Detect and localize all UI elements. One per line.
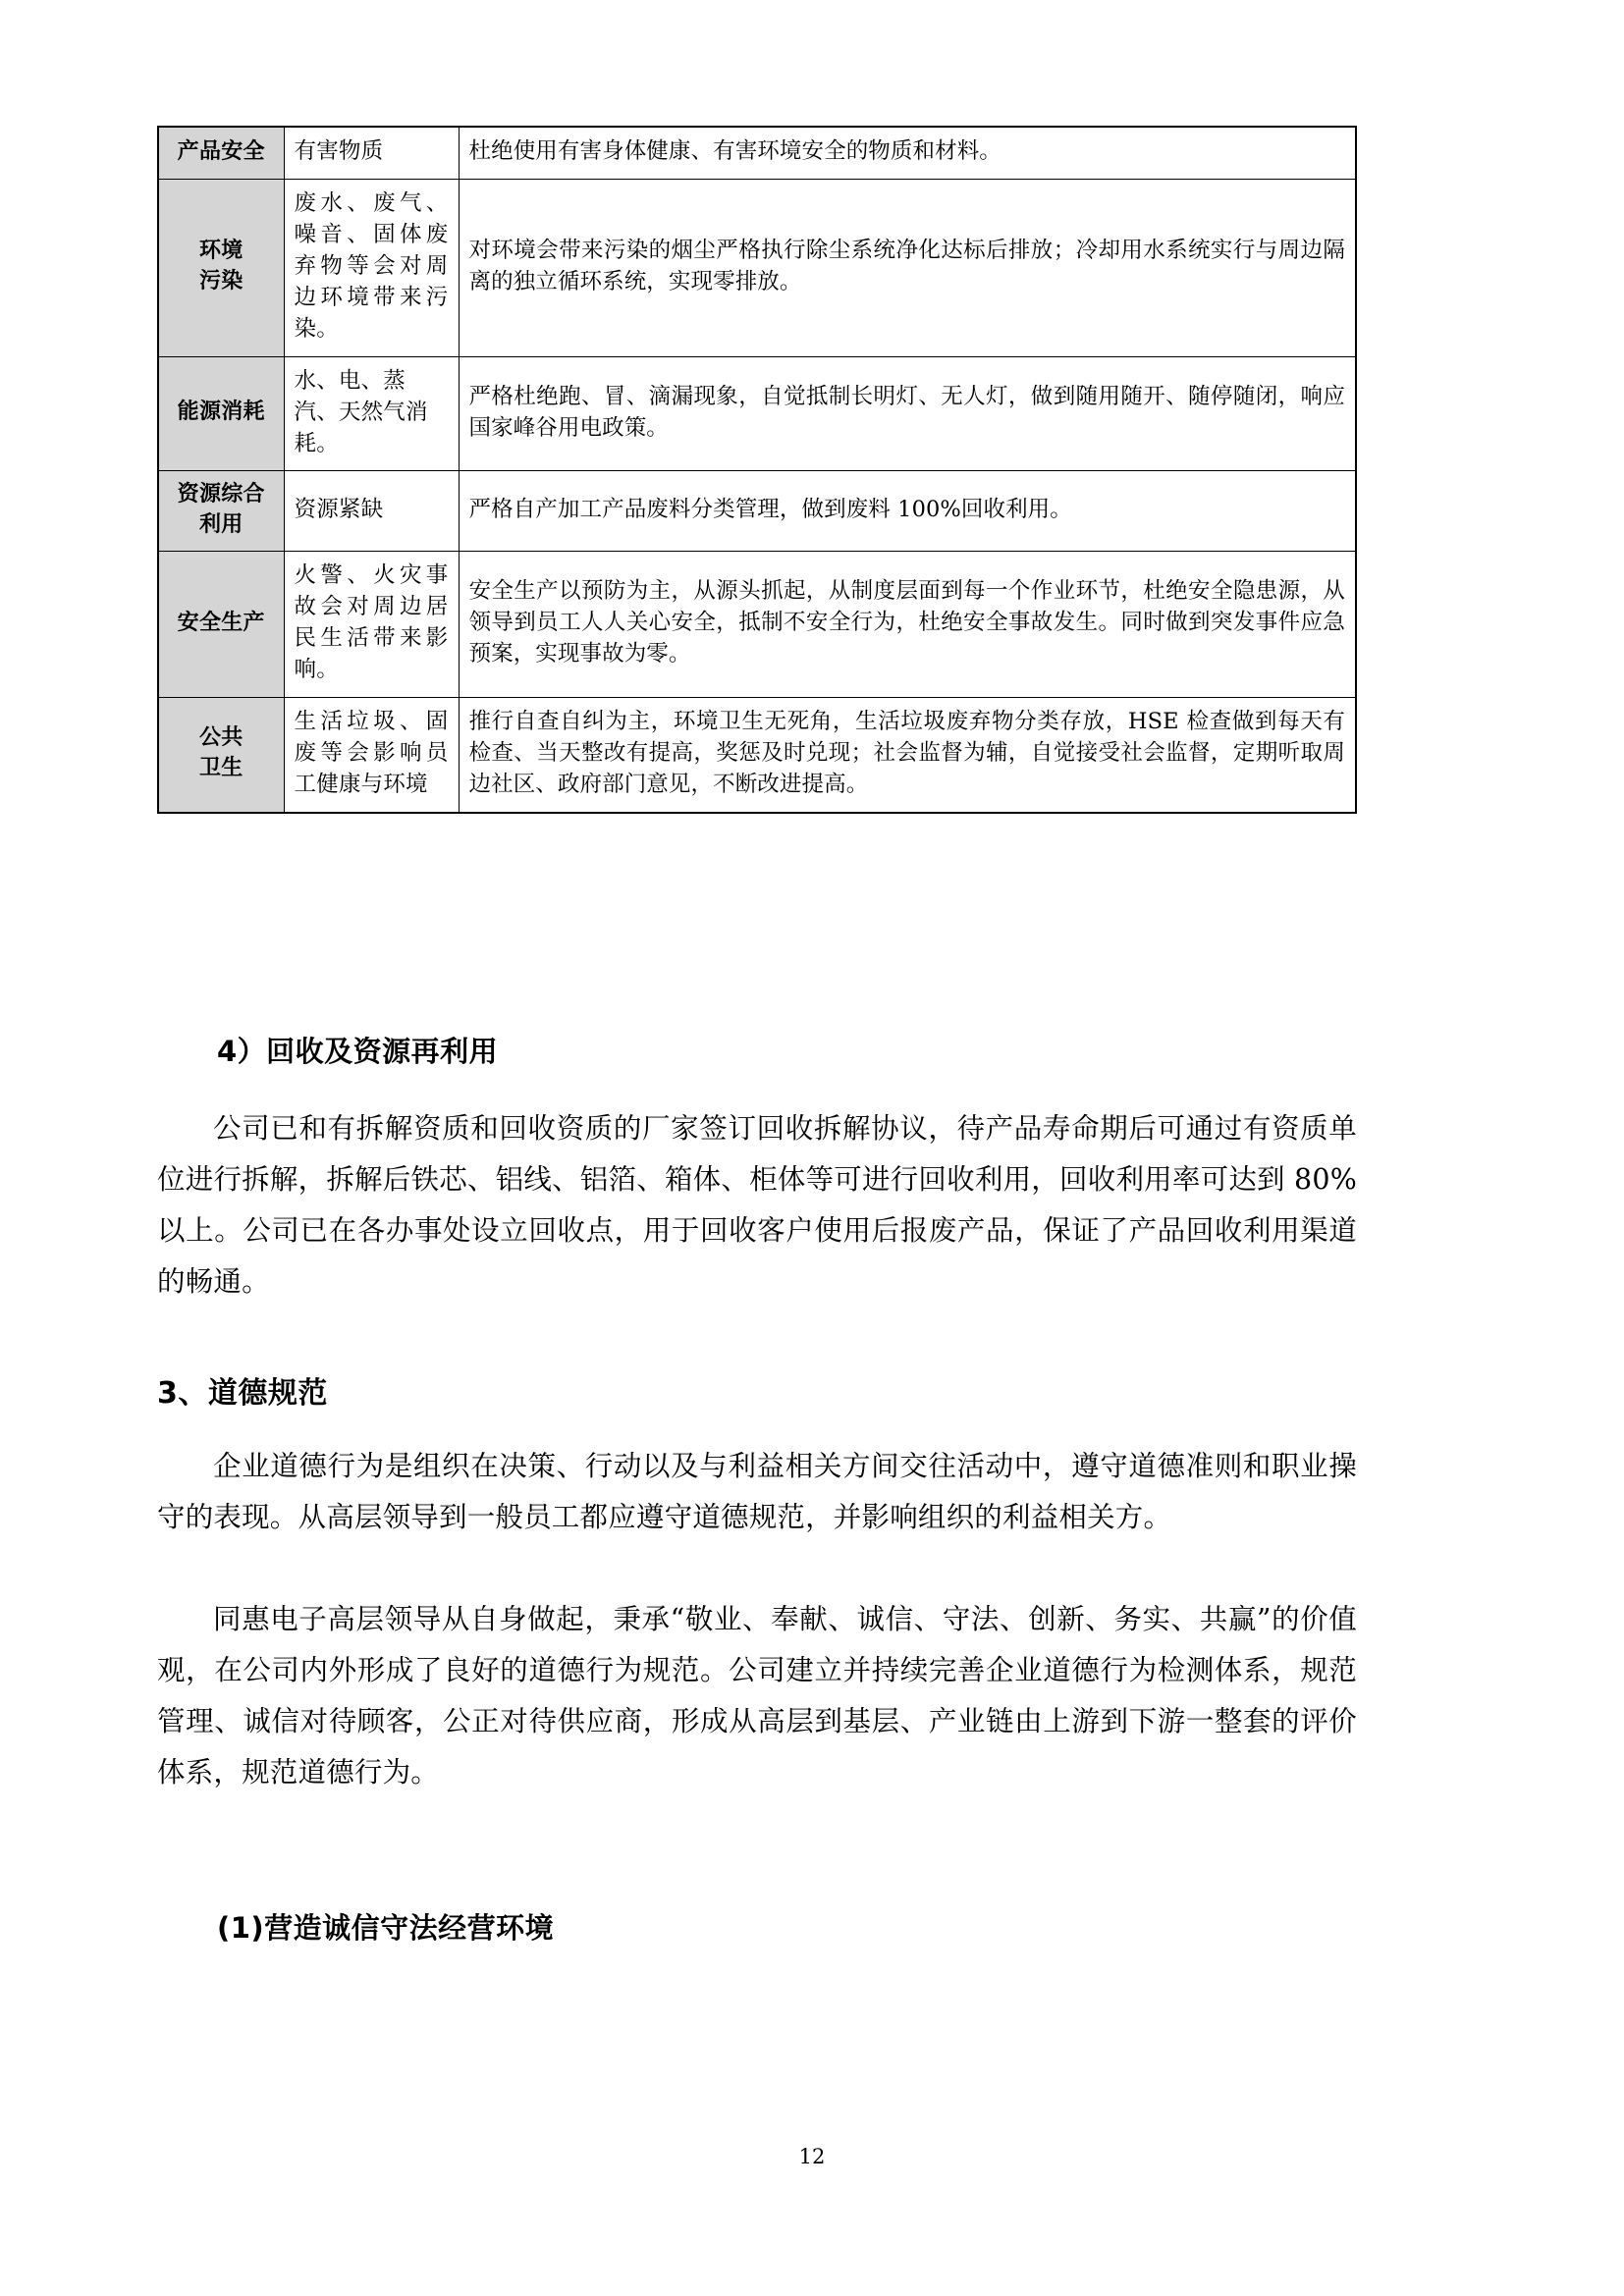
table-row — [158, 179, 1356, 356]
row-issue: 资源紧缺 — [284, 471, 459, 552]
row-category: 环境 污染 — [158, 179, 284, 356]
table-row — [158, 356, 1356, 471]
page-number: 12 — [798, 2145, 826, 2168]
row-issue: 有害物质 — [284, 127, 459, 179]
row-description: 对环境会带来污染的烟尘严格执行除尘系统净化达标后排放；冷却用水系统实行与周边隔离的独立循环系统，实现零排放。 — [459, 179, 1356, 356]
row-description: 推行自查自纠为主，环境卫生无死角，生活垃圾废弃物分类存放，HSE 检查做到每天有检查、当天整改有提高，奖惩及时兑现；社会监督为辅，自觉接受社会监督，定期听取周边社区、政府部门意见，不断改进提高。 — [459, 697, 1356, 812]
paragraph-ethics-1: 企业道德行为是组织在决策、行动以及与利益相关方间交往活动中，遵守道德准则和职业操守的表现。从高层领导到一般员工都应遵守道德规范，并影响组织的利益相关方。 — [157, 1450, 1357, 1533]
row-category: 能源消耗 — [158, 356, 284, 471]
paragraph-recycle: 公司已和有拆解资质和回收资质的厂家签订回收拆解协议，待产品寿命期后可通过有资质单位进行拆解，拆解后铁芯、铝线、铝箔、箱体、柜体等可进行回收利用，回收利用率可达到 80%以上。公司已在各办事处设立回收点，用于回收客户使用后报废产品，保证了产品回收利用渠道的畅通。 — [157, 1112, 1357, 1298]
heading-ethics: 3、道德规范 — [157, 1376, 328, 1411]
row-category: 资源综合 利用 — [158, 471, 284, 552]
row-issue: 生活垃圾、固废等会影响员工健康与环境 — [284, 697, 459, 812]
row-issue: 废水、废气、噪音、固体废弃物等会对周边环境带来污染。 — [284, 179, 459, 356]
row-description: 安全生产以预防为主，从源头抓起，从制度层面到每一个作业环节，杜绝安全隐患源，从领导到员工人人关心安全，抵制不安全行为，杜绝安全事故发生。同时做到突发事件应急预案，实现事故为零。 — [459, 552, 1356, 698]
table-row — [158, 127, 1356, 179]
heading-integrity: (1)营造诚信守法经营环境 — [217, 1911, 555, 1945]
row-category: 公共 卫生 — [158, 697, 284, 812]
row-description: 严格杜绝跑、冒、滴漏现象，自觉抵制长明灯、无人灯，做到随用随开、随停随闭，响应国家峰谷用电政策。 — [459, 356, 1356, 471]
row-issue: 火警、火灾事故会对周边居民生活带来影响。 — [284, 552, 459, 698]
heading-recycle: 4）回收及资源再利用 — [217, 1035, 499, 1068]
row-description: 严格自产加工产品废料分类管理，做到废料 100%回收利用。 — [459, 471, 1356, 552]
table-row — [158, 697, 1356, 812]
table-row — [158, 471, 1356, 552]
table-row — [158, 552, 1356, 698]
row-issue: 水、电、蒸汽、天然气消耗。 — [284, 356, 459, 471]
paragraph-ethics-2: 同惠电子高层领导从自身做起，秉承“敬业、奉献、诚信、守法、创新、务实、共赢”的价值观，在公司内外形成了良好的道德行为规范。公司建立并持续完善企业道德行为检测体系，规范管理、诚信对待顾客，公正对待供应商，形成从高层到基层、产业链由上游到下游一整套的评价体系，规范道德行为。 — [157, 1603, 1357, 1789]
row-description: 杜绝使用有害身体健康、有害环境安全的物质和材料。 — [459, 127, 1356, 179]
csr-issues-table — [157, 126, 1357, 814]
row-category: 产品安全 — [158, 127, 284, 179]
row-category: 安全生产 — [158, 552, 284, 698]
